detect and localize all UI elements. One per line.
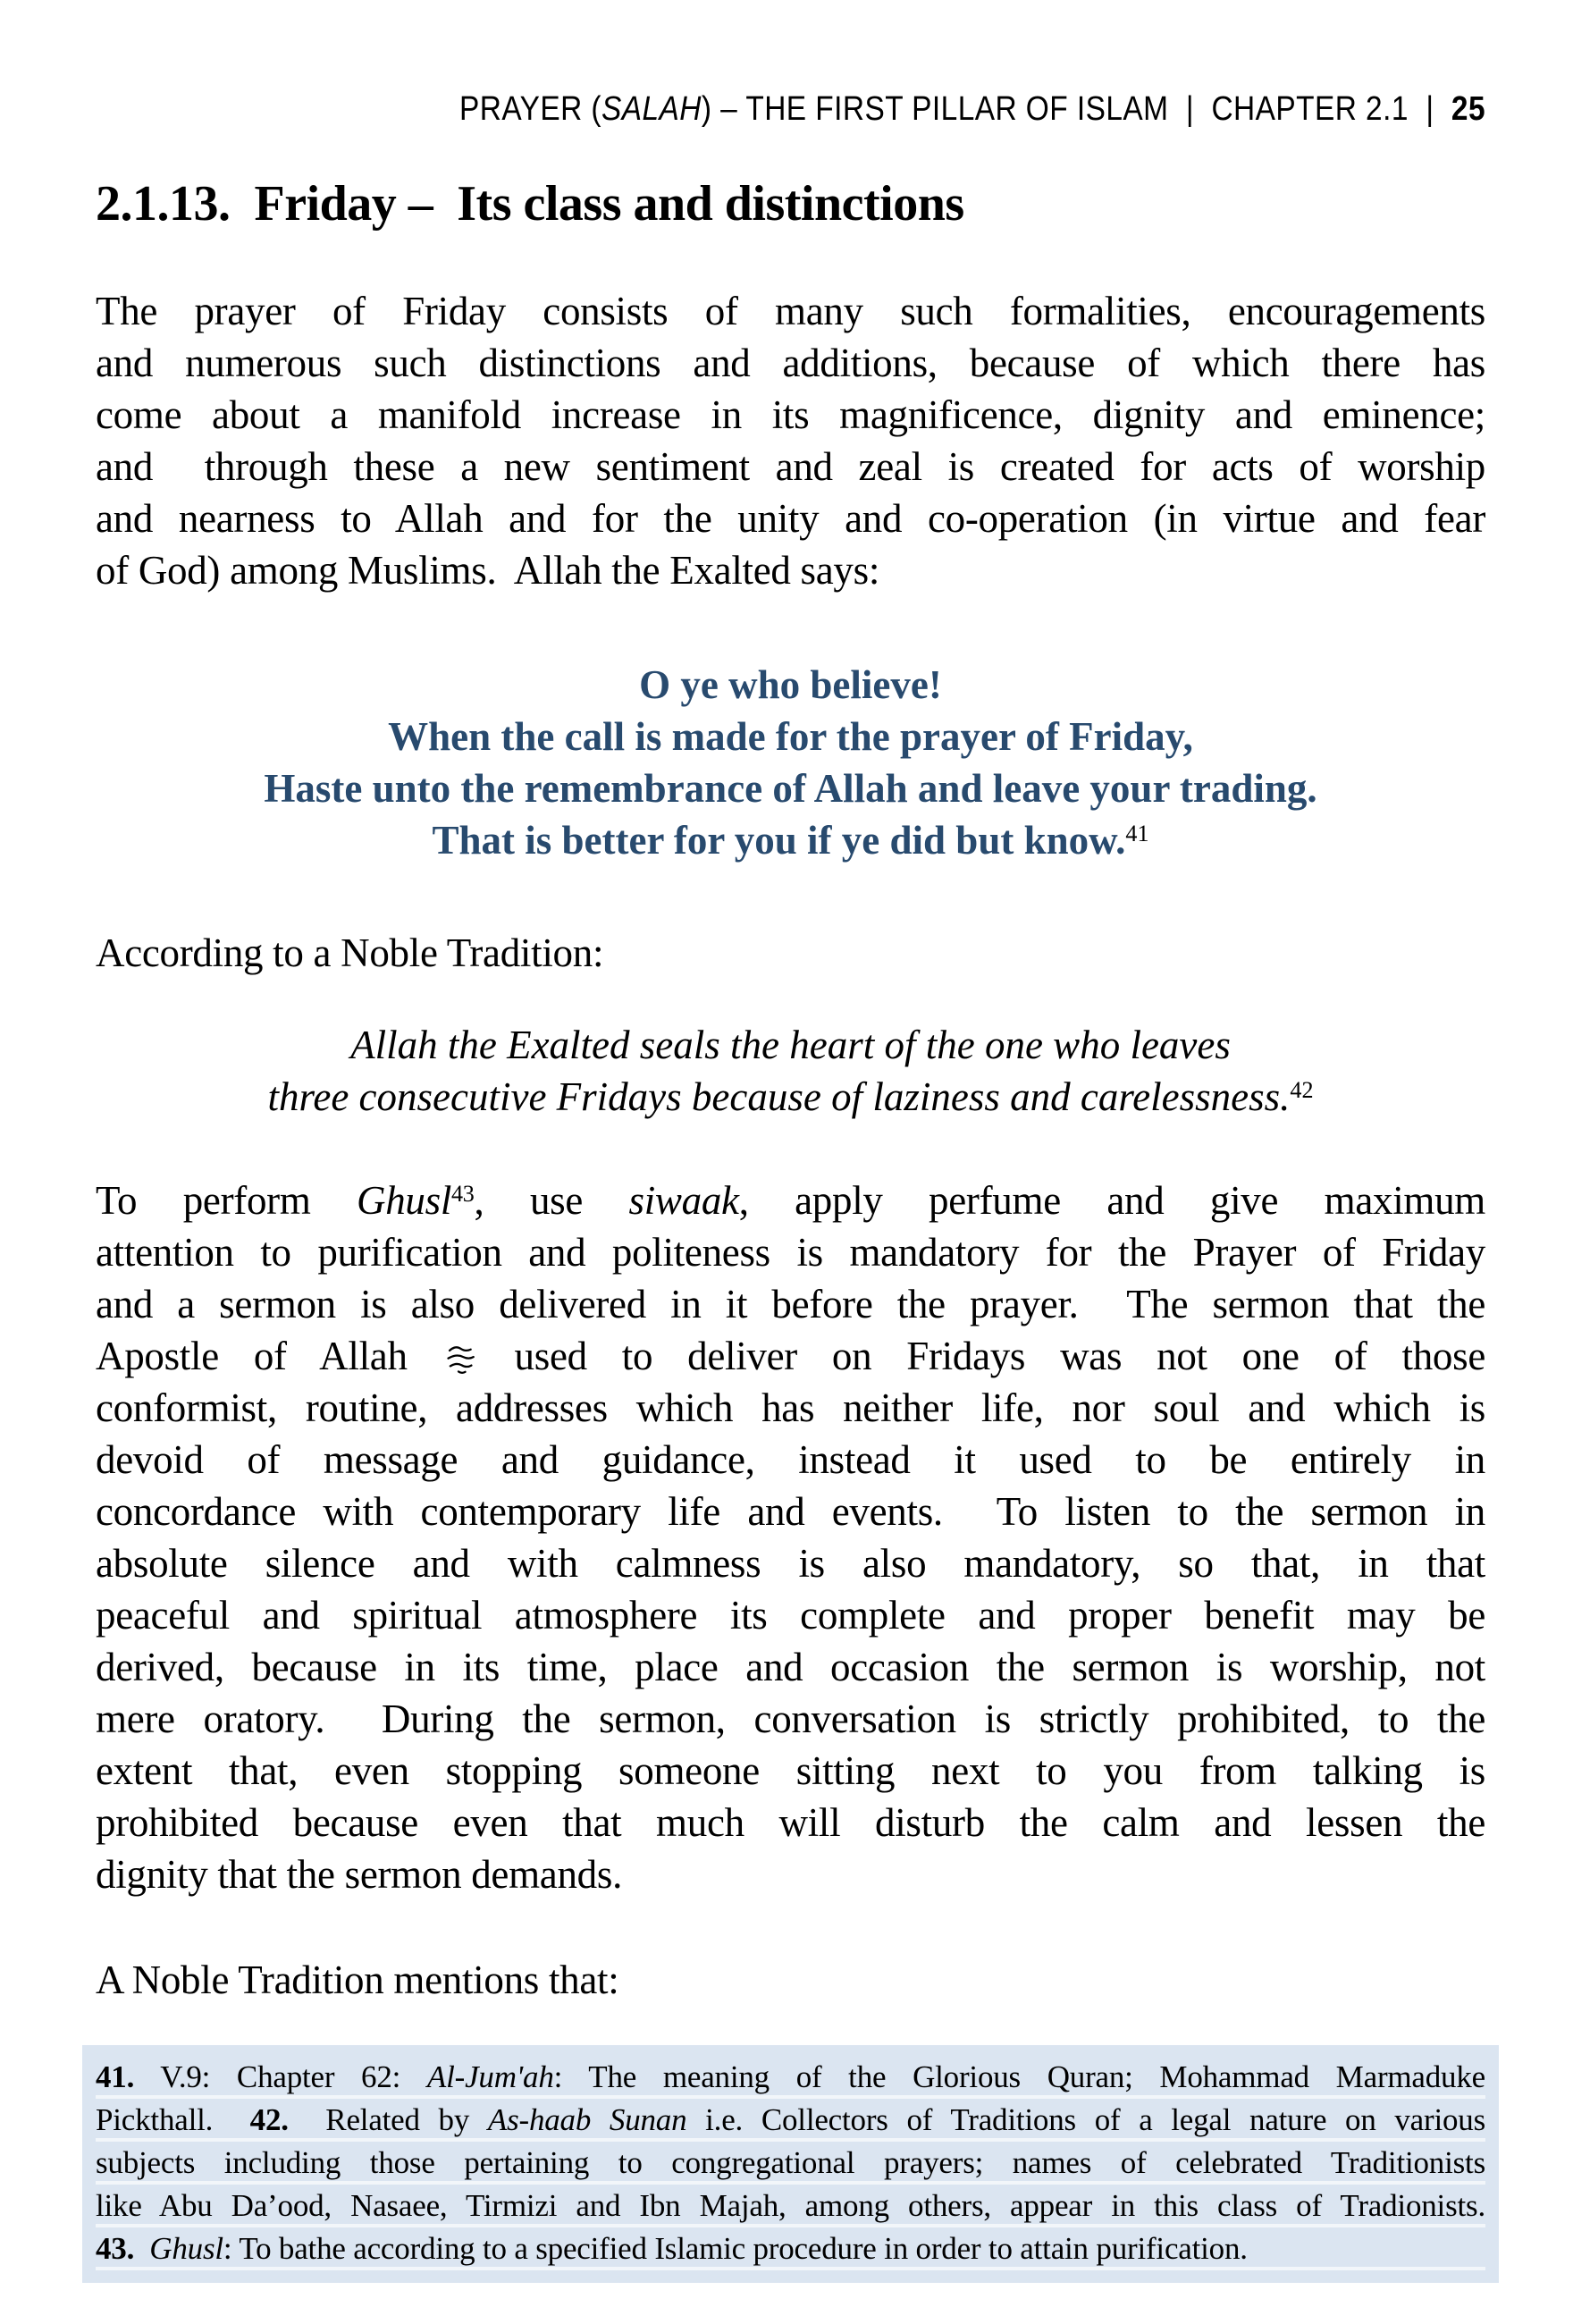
footnotes-text	[96, 2056, 1485, 2270]
paragraph-friday-intro	[96, 285, 1485, 596]
text-line: absolute silence and with calmness is also mandatory, so that, in that	[96, 1541, 1485, 1586]
text-line: 43. Ghusl: To bathe according to a specified Islamic procedure in order to attain purification.	[96, 2231, 1248, 2266]
quran-quote	[96, 659, 1485, 866]
text-line: Apostle of Allah used to deliver on Fridays was not one of those	[96, 1334, 1485, 1378]
text-line: extent that, even stopping someone sitting next to you from talking is	[96, 1748, 1485, 1793]
text-line: conformist, routine, addresses which has neither life, nor soul and which is	[96, 1385, 1485, 1430]
section-heading: 2.1.13. Friday – Its class and distinctions	[96, 176, 964, 232]
running-header: PRAYER (SALAH) – THE FIRST PILLAR OF ISLAM | CHAPTER 2.1 | 25	[458, 90, 1485, 128]
text-line: The prayer of Friday consists of many such formalities, encouragements	[96, 289, 1485, 333]
text-line: peaceful and spiritual atmosphere its complete and proper benefit may be	[96, 1593, 1485, 1638]
hadith-quote	[96, 1019, 1485, 1123]
text-line: of God) among Muslims. Allah the Exalted says:	[96, 548, 880, 593]
text-line: Allah the Exalted seals the heart of the one who leaves	[350, 1023, 1231, 1067]
text-line: and numerous such distinctions and additions, because of which there has	[96, 341, 1485, 385]
text-line: To perform Ghusl$^{43}$, use siwaak, apply perfume and give maximum	[96, 1178, 1485, 1223]
text-line: prohibited because even that much will disturb the calm and lessen the	[96, 1800, 1485, 1845]
text-line: Pickthall. 42. Related by As-haab Sunan i.e. Collectors of Traditions of a legal nature on various	[96, 2102, 1485, 2137]
text-line: and a sermon is also delivered in it before the prayer. The sermon that the	[96, 1282, 1485, 1326]
text-line: devoid of message and guidance, instead it used to be entirely in	[96, 1437, 1485, 1482]
text-line: subjects including those pertaining to congregational prayers; names of celebrated Traditionists	[96, 2145, 1485, 2180]
footnotes	[82, 2045, 1499, 2283]
text-line: and through these a new sentiment and zeal is created for acts of worship	[96, 444, 1485, 489]
text-line: come about a manifold increase in its magnificence, dignity and eminence;	[96, 392, 1485, 437]
text-line: mere oratory. During the sermon, conversation is strictly prohibited, to the	[96, 1697, 1485, 1741]
text-line: and nearness to Allah and for the unity and co-operation (in virtue and fear	[96, 496, 1485, 541]
text-line: concordance with contemporary life and events. To listen to the sermon in	[96, 1489, 1485, 1534]
text-line: derived, because in its time, place and occasion the sermon is worship, not	[96, 1645, 1485, 1689]
tradition-intro-1: According to a Noble Tradition:	[96, 930, 604, 975]
text-line: Haste unto the remembrance of Allah and leave your trading.	[264, 766, 1317, 811]
text-line: attention to purification and politeness is mandatory for the Prayer of Friday	[96, 1230, 1485, 1275]
text-line: like Abu Da’ood, Nasaee, Tirmizi and Ibn Majah, among others, appear in this class of Tradionists.	[96, 2188, 1485, 2223]
text-line: three consecutive Fridays because of laziness and carelessness.$^{42}$	[267, 1074, 1314, 1119]
text-line: O ye who believe!	[639, 662, 942, 707]
pbuh-calligraphy-icon	[444, 1339, 478, 1378]
text-line: When the call is made for the prayer of Friday,	[388, 714, 1193, 759]
text-line: That is better for you if ye did but know.$^{41}$	[432, 818, 1149, 863]
text-line: 41. V.9: Chapter 62: Al-Jum'ah: The meaning of the Glorious Quran; Mohammad Marmaduke	[96, 2059, 1485, 2094]
tradition-intro-2: A Noble Tradition mentions that:	[96, 1958, 619, 2002]
paragraph-ghusl-sermon	[96, 1175, 1485, 1900]
text-line: dignity that the sermon demands.	[96, 1852, 623, 1897]
